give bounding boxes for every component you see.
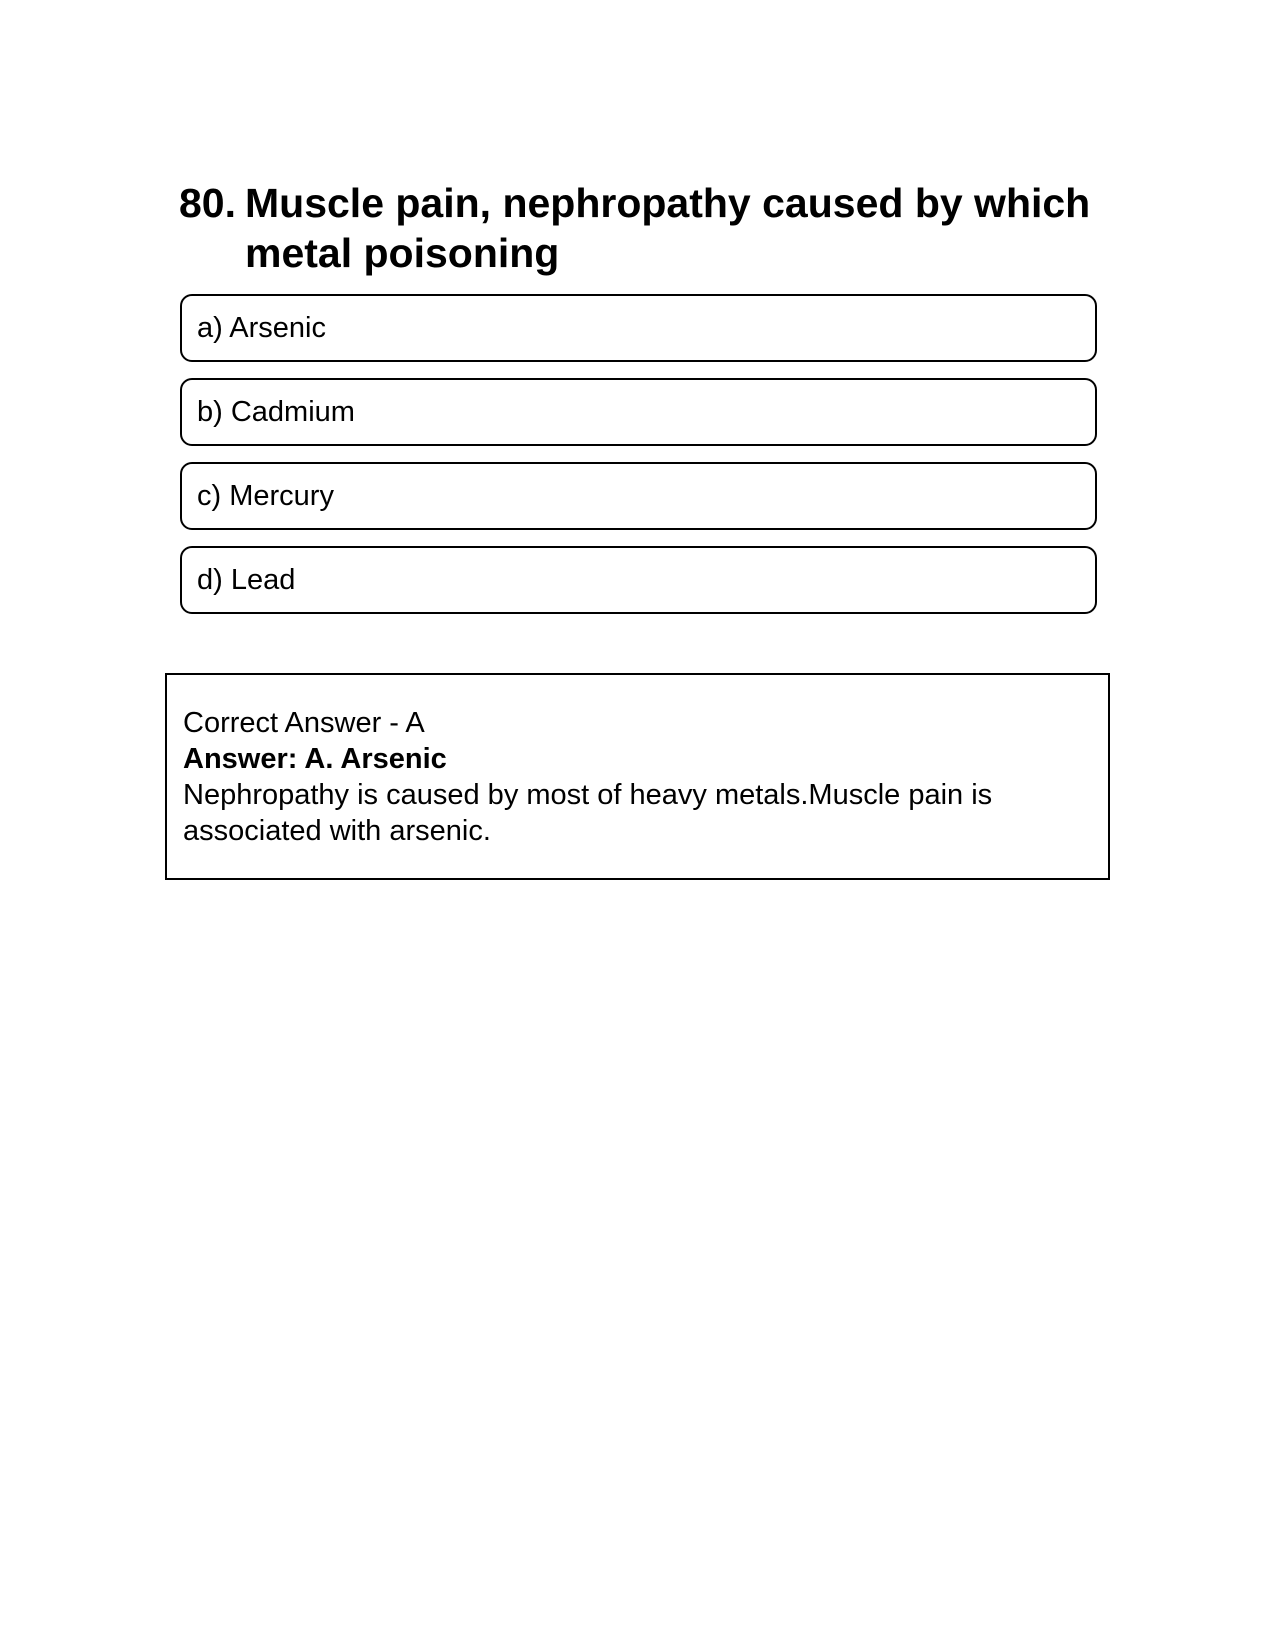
answer-explanation: Nephropathy is caused by most of heavy metals.Muscle pain is associated with arsenic. <box>183 779 993 847</box>
question-heading <box>179 178 1099 278</box>
option-c[interactable]: c) Mercury <box>180 462 1097 530</box>
question-number: 80. <box>179 180 236 226</box>
answer-box <box>165 673 1110 880</box>
option-d[interactable]: d) Lead <box>180 546 1097 614</box>
option-b[interactable]: b) Cadmium <box>180 378 1097 446</box>
correct-answer-line: Correct Answer - A <box>183 707 425 739</box>
answer-line: Answer: A. Arsenic <box>183 743 447 775</box>
options-list <box>180 294 1097 630</box>
question-text: Muscle pain, nephropathy caused by which metal poisoning <box>245 180 1091 276</box>
option-a[interactable]: a) Arsenic <box>180 294 1097 362</box>
